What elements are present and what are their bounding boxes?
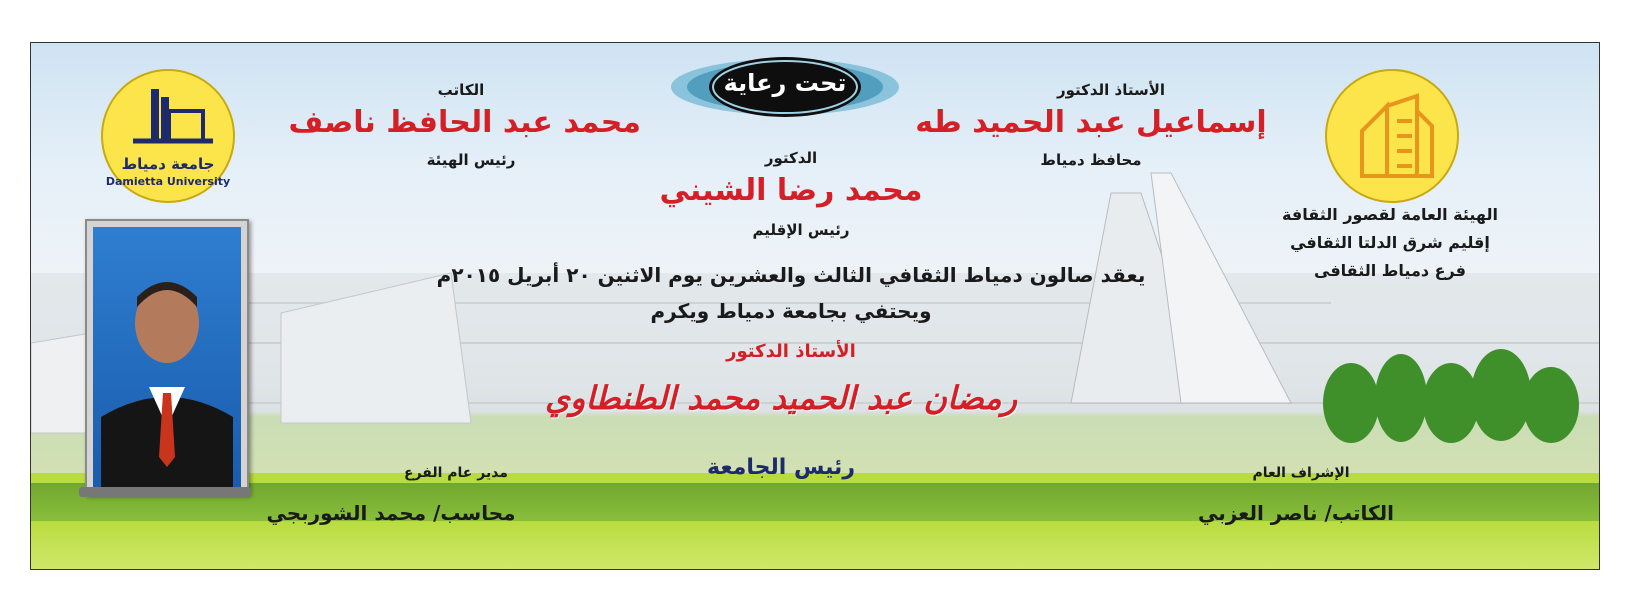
writer-name: محمد عبد الحافظ ناصف [288,105,641,140]
announcement-line-2: ويحتفي بجامعة دمياط ويكرم [650,299,932,323]
logo-english-text: Damietta University [105,175,231,188]
portrait-photo [93,227,241,487]
honoree-role: رئيس الجامعة [707,455,855,480]
damietta-university-logo [101,69,235,203]
region-title: الدكتور [764,149,818,167]
logo-arabic-text: جامعة دمياط [121,155,215,173]
writer-role: رئيس الهيئة [426,151,516,169]
org-line-3: فرع دمياط الثقافى [1314,261,1466,280]
patronage-emblem [669,49,901,125]
governor-name: إسماعيل عبد الحميد طه [915,105,1267,140]
supervision-name: الكاتب/ ناصر العزبي [1197,501,1395,525]
honoree-title: الأستاذ الدكتور [726,341,856,362]
portrait-poster [85,219,249,495]
announcement-line-1: يعقد صالون دمياط الثقافي الثالث والعشرين يوم الاثنين ٢٠ أبريل ٢٠١٥م [436,263,1146,287]
org-line-2: إقليم شرق الدلتا الثقافي [1290,233,1490,252]
writer-title: الكاتب [437,81,485,99]
event-banner [30,42,1600,570]
governor-title: الأستاذ الدكتور [1056,81,1166,99]
culture-palaces-logo [1325,69,1459,203]
poster-stand-base [79,487,251,497]
branch-manager-label: مدير عام الفرع [404,465,508,481]
org-line-1: الهيئة العامة لقصور الثقافة [1282,205,1498,224]
supervision-label: الإشراف العام [1252,465,1350,481]
person-portrait-icon [93,227,241,487]
region-role: رئيس الإقليم [752,221,850,239]
patronage-title: تحت رعاية [723,69,847,97]
governor-role: محافظ دمياط [1040,151,1142,169]
branch-manager-name: محاسب/ محمد الشوربجي [266,501,516,525]
grass-field [31,521,1599,569]
honoree-name: رمضان عبد الحميد محمد الطنطاوي [544,379,1018,417]
building-emblem-icon [1327,71,1457,201]
region-name: محمد رضا الشيني [659,173,923,208]
